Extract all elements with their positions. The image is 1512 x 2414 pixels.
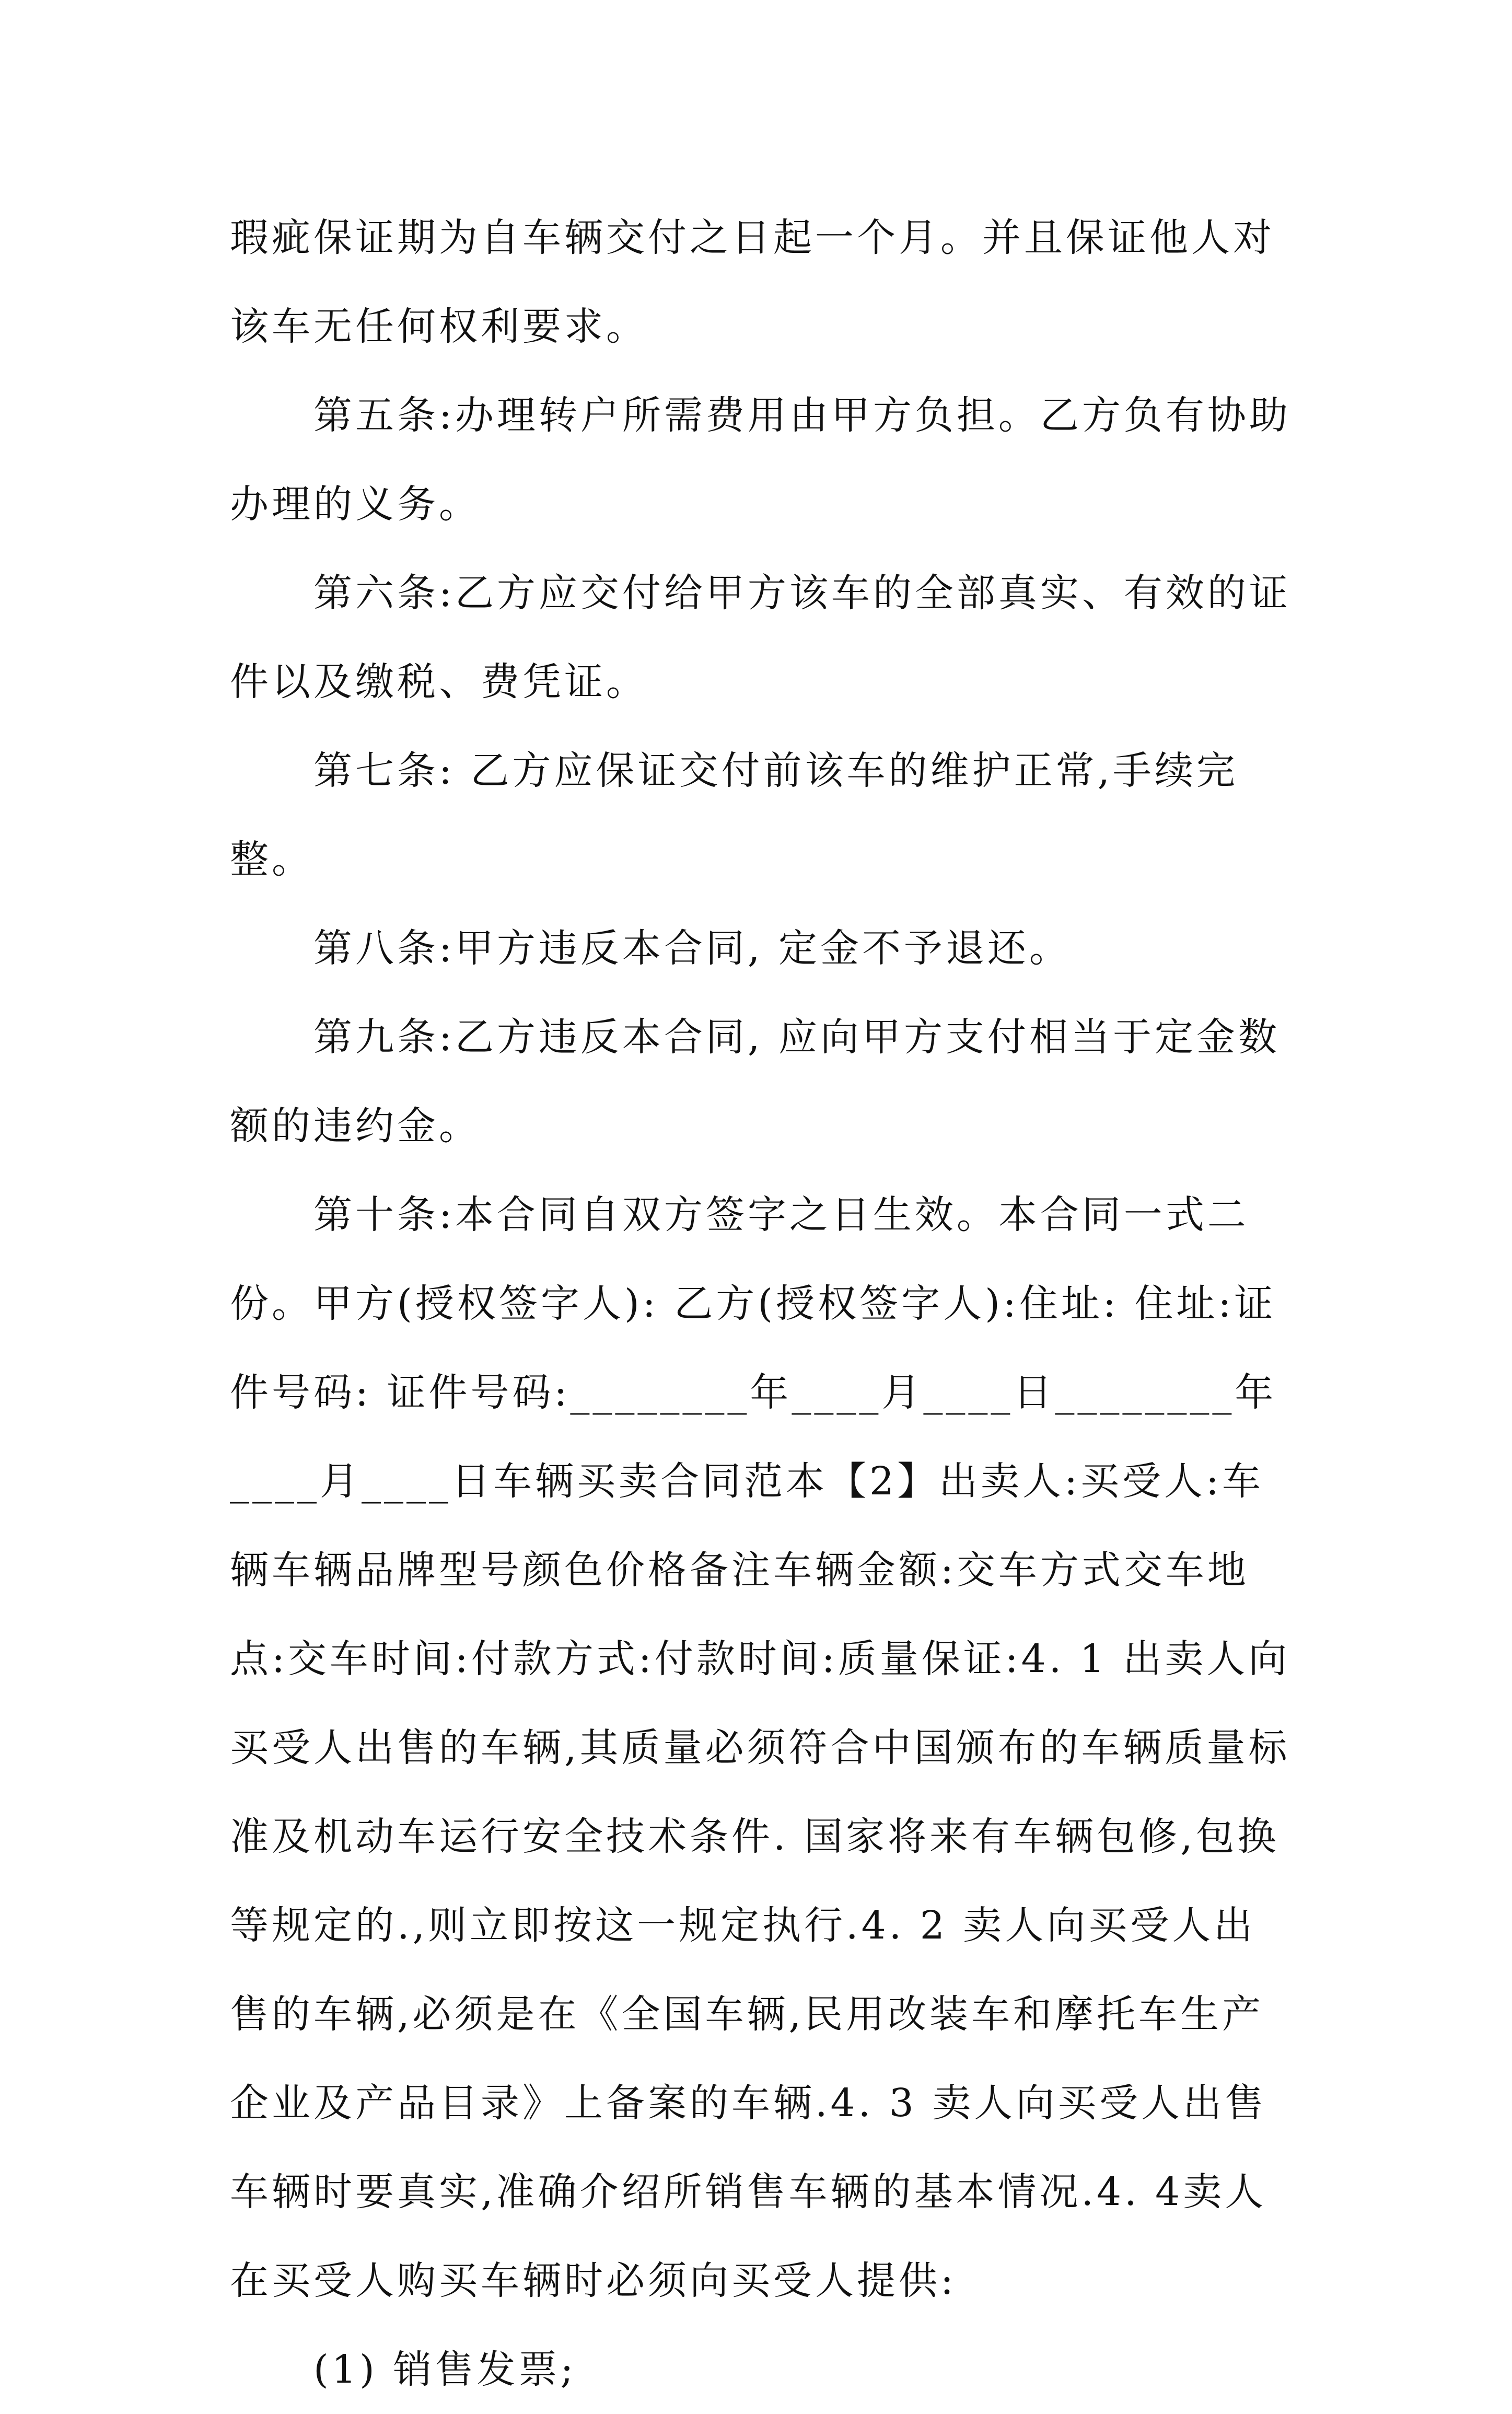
paragraph-article-5: 第五条:办理转户所需费用由甲方负担。乙方负有协助办理的义务。 xyxy=(230,393,1291,527)
paragraph-article-10-and-sample-2: 第十条:本合同自双方签字之日生效。本合同一式二份。甲方(授权签字人): 乙方(授权签字人):住址: 住址:证件号码: 证件号码:________年____月____日________年____月____日车辆买卖合同范本【2】出卖人:买受人:车辆车辆品牌型号颜色价格备注车辆金额:交车方式交车地点:交车时间:付款方式:付款时间:质量保证:4. 1 出卖人向买受人出售的车辆,其质量必须符合中国颁布的车辆质量标准及机动车运行安全技术条件. 国家将来有车辆包修,包换等规定的.,则立即按这一规定执行.4. 2 卖人向买受人出售的车辆,必须是在《全国车辆,民用改装车和摩托车生产企业及产品目录》上备案的车辆.4. 3 卖人向买受人出售车辆时要真实,准确介绍所销售车辆的基本情况.4. 4卖人在买受人购买车辆时必须向买受人提供: xyxy=(230,1192,1290,2303)
paragraph-defect-warranty: 瑕疵保证期为自车辆交付之日起一个月。并且保证他人对该车无任何权利要求。 xyxy=(230,215,1275,349)
paragraph-item-1-invoice: (1) 销售发票; xyxy=(313,2347,577,2392)
paragraph-article-7: 第七条: 乙方应保证交付前该车的维护正常,手续完整。 xyxy=(230,748,1238,882)
paragraph-article-8: 第八条:甲方违反本合同, 定金不予退还。 xyxy=(313,926,1071,971)
paragraph-article-6: 第六条:乙方应交付给甲方该车的全部真实、有效的证件以及缴税、费凭证。 xyxy=(230,571,1291,704)
paragraph-article-9: 第九条:乙方违反本合同, 应向甲方支付相当于定金数额的违约金。 xyxy=(230,1015,1280,1148)
document-body xyxy=(230,193,1296,2414)
